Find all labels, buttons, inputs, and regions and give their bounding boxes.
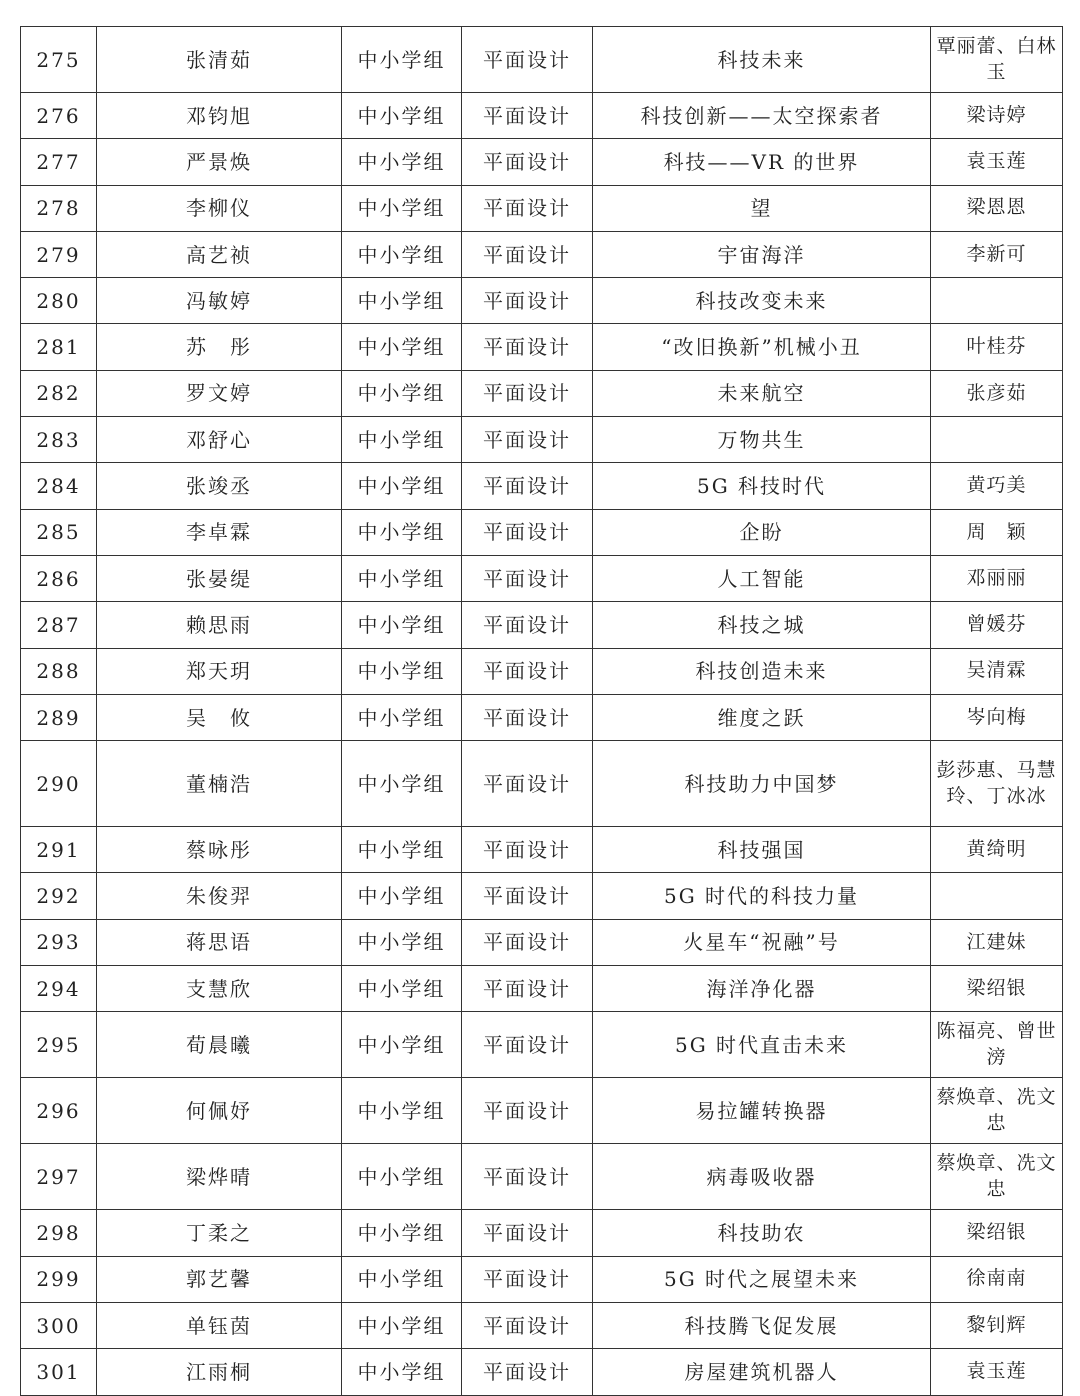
teacher-names [931, 873, 1063, 919]
table-row [21, 694, 1063, 740]
table-row [21, 370, 1063, 416]
teacher-names: 梁绍银 [931, 1210, 1063, 1256]
table-row [21, 873, 1063, 919]
group-name: 中小学组 [342, 139, 462, 185]
entry-number: 295 [21, 1012, 97, 1078]
work-title: 人工智能 [593, 555, 931, 601]
group-name: 中小学组 [342, 741, 462, 827]
category-name: 平面设计 [462, 139, 593, 185]
entry-number: 284 [21, 463, 97, 509]
table-row [21, 417, 1063, 463]
entry-number: 286 [21, 555, 97, 601]
group-name: 中小学组 [342, 278, 462, 324]
work-title: 科技之城 [593, 602, 931, 648]
work-title: 万物共生 [593, 417, 931, 463]
category-name: 平面设计 [462, 370, 593, 416]
category-name: 平面设计 [462, 555, 593, 601]
table-row [21, 966, 1063, 1012]
work-title: 维度之跃 [593, 694, 931, 740]
category-name: 平面设计 [462, 1012, 593, 1078]
teacher-names: 陈福亮、曾世滂 [931, 1012, 1063, 1078]
student-name: 支慧欣 [97, 966, 342, 1012]
teacher-names: 覃丽蕾、白林玉 [931, 27, 1063, 93]
entry-number: 275 [21, 27, 97, 93]
group-name: 中小学组 [342, 1349, 462, 1395]
teacher-names: 吴清霖 [931, 648, 1063, 694]
teacher-names: 黄绮明 [931, 827, 1063, 873]
entry-number: 281 [21, 324, 97, 370]
entry-number: 296 [21, 1078, 97, 1144]
table-row [21, 648, 1063, 694]
work-title: 海洋净化器 [593, 966, 931, 1012]
entry-number: 289 [21, 694, 97, 740]
student-name: 张竣丞 [97, 463, 342, 509]
category-name: 平面设计 [462, 827, 593, 873]
table-row [21, 1012, 1063, 1078]
entry-number: 277 [21, 139, 97, 185]
entry-number: 300 [21, 1302, 97, 1348]
group-name: 中小学组 [342, 827, 462, 873]
entry-number: 294 [21, 966, 97, 1012]
student-name: 张晏缇 [97, 555, 342, 601]
category-name: 平面设计 [462, 1349, 593, 1395]
student-name: 邓舒心 [97, 417, 342, 463]
table-row [21, 602, 1063, 648]
group-name: 中小学组 [342, 1078, 462, 1144]
category-name: 平面设计 [462, 93, 593, 139]
table-row [21, 231, 1063, 277]
work-title: 科技改变未来 [593, 278, 931, 324]
teacher-names: 李新可 [931, 231, 1063, 277]
group-name: 中小学组 [342, 1210, 462, 1256]
group-name: 中小学组 [342, 509, 462, 555]
entry-number: 288 [21, 648, 97, 694]
category-name: 平面设计 [462, 919, 593, 965]
group-name: 中小学组 [342, 93, 462, 139]
category-name: 平面设计 [462, 278, 593, 324]
category-name: 平面设计 [462, 1256, 593, 1302]
category-name: 平面设计 [462, 231, 593, 277]
table-row [21, 509, 1063, 555]
entry-number: 280 [21, 278, 97, 324]
teacher-names: 袁玉莲 [931, 1349, 1063, 1395]
table-row [21, 1302, 1063, 1348]
category-name: 平面设计 [462, 602, 593, 648]
work-title: 科技助农 [593, 1210, 931, 1256]
entry-number: 290 [21, 741, 97, 827]
student-name: 郑天玥 [97, 648, 342, 694]
student-name: 吴 攸 [97, 694, 342, 740]
table-row [21, 741, 1063, 827]
teacher-names: 黄巧美 [931, 463, 1063, 509]
work-title: 5G 时代的科技力量 [593, 873, 931, 919]
group-name: 中小学组 [342, 370, 462, 416]
work-title: 科技——VR 的世界 [593, 139, 931, 185]
entry-number: 285 [21, 509, 97, 555]
category-name: 平面设计 [462, 694, 593, 740]
work-title: 5G 时代直击未来 [593, 1012, 931, 1078]
category-name: 平面设计 [462, 509, 593, 555]
student-name: 董楠浩 [97, 741, 342, 827]
teacher-names: 袁玉莲 [931, 139, 1063, 185]
work-title: “改旧换新”机械小丑 [593, 324, 931, 370]
student-name: 何佩妤 [97, 1078, 342, 1144]
teacher-names: 彭莎惠、马慧玲、丁冰冰 [931, 741, 1063, 827]
entry-number: 298 [21, 1210, 97, 1256]
student-name: 罗文婷 [97, 370, 342, 416]
entry-number: 287 [21, 602, 97, 648]
student-name: 梁烨晴 [97, 1144, 342, 1210]
teacher-names [931, 278, 1063, 324]
group-name: 中小学组 [342, 602, 462, 648]
category-name: 平面设计 [462, 417, 593, 463]
teacher-names: 周 颖 [931, 509, 1063, 555]
table-row [21, 555, 1063, 601]
table-row [21, 185, 1063, 231]
work-title: 火星车“祝融”号 [593, 919, 931, 965]
category-name: 平面设计 [462, 741, 593, 827]
table-row [21, 27, 1063, 93]
entry-number: 283 [21, 417, 97, 463]
group-name: 中小学组 [342, 185, 462, 231]
group-name: 中小学组 [342, 1302, 462, 1348]
work-title: 房屋建筑机器人 [593, 1349, 931, 1395]
teacher-names: 邓丽丽 [931, 555, 1063, 601]
teacher-names: 岑向梅 [931, 694, 1063, 740]
category-name: 平面设计 [462, 648, 593, 694]
work-title: 望 [593, 185, 931, 231]
student-name: 江雨桐 [97, 1349, 342, 1395]
group-name: 中小学组 [342, 694, 462, 740]
group-name: 中小学组 [342, 1012, 462, 1078]
student-name: 高艺祯 [97, 231, 342, 277]
work-title: 科技助力中国梦 [593, 741, 931, 827]
group-name: 中小学组 [342, 417, 462, 463]
work-title: 病毒吸收器 [593, 1144, 931, 1210]
work-title: 科技未来 [593, 27, 931, 93]
category-name: 平面设计 [462, 966, 593, 1012]
table-row [21, 1210, 1063, 1256]
group-name: 中小学组 [342, 648, 462, 694]
teacher-names: 梁诗婷 [931, 93, 1063, 139]
category-name: 平面设计 [462, 1078, 593, 1144]
student-name: 赖思雨 [97, 602, 342, 648]
table-row [21, 139, 1063, 185]
table-row [21, 278, 1063, 324]
table-row [21, 1078, 1063, 1144]
awards-table [20, 26, 1063, 1396]
teacher-names: 黎钊辉 [931, 1302, 1063, 1348]
teacher-names: 蔡焕章、冼文忠 [931, 1078, 1063, 1144]
student-name: 朱俊羿 [97, 873, 342, 919]
work-title: 5G 科技时代 [593, 463, 931, 509]
category-name: 平面设计 [462, 185, 593, 231]
entry-number: 291 [21, 827, 97, 873]
category-name: 平面设计 [462, 1210, 593, 1256]
teacher-names: 叶桂芬 [931, 324, 1063, 370]
group-name: 中小学组 [342, 555, 462, 601]
work-title: 企盼 [593, 509, 931, 555]
student-name: 苏 彤 [97, 324, 342, 370]
entry-number: 282 [21, 370, 97, 416]
work-title: 科技强国 [593, 827, 931, 873]
work-title: 科技创新——太空探索者 [593, 93, 931, 139]
work-title: 易拉罐转换器 [593, 1078, 931, 1144]
table-row [21, 1349, 1063, 1395]
table-row [21, 919, 1063, 965]
entry-number: 276 [21, 93, 97, 139]
entry-number: 279 [21, 231, 97, 277]
work-title: 宇宙海洋 [593, 231, 931, 277]
student-name: 荀晨曦 [97, 1012, 342, 1078]
teacher-names: 江建妹 [931, 919, 1063, 965]
group-name: 中小学组 [342, 966, 462, 1012]
teacher-names: 张彦茹 [931, 370, 1063, 416]
group-name: 中小学组 [342, 873, 462, 919]
table-row [21, 827, 1063, 873]
table-row [21, 1144, 1063, 1210]
category-name: 平面设计 [462, 873, 593, 919]
group-name: 中小学组 [342, 1256, 462, 1302]
student-name: 冯敏婷 [97, 278, 342, 324]
group-name: 中小学组 [342, 231, 462, 277]
entry-number: 278 [21, 185, 97, 231]
student-name: 邓钧旭 [97, 93, 342, 139]
table-row [21, 1256, 1063, 1302]
work-title: 未来航空 [593, 370, 931, 416]
teacher-names: 徐南南 [931, 1256, 1063, 1302]
group-name: 中小学组 [342, 1144, 462, 1210]
entry-number: 293 [21, 919, 97, 965]
table-row [21, 463, 1063, 509]
table-row [21, 93, 1063, 139]
student-name: 郭艺馨 [97, 1256, 342, 1302]
work-title: 科技腾飞促发展 [593, 1302, 931, 1348]
category-name: 平面设计 [462, 324, 593, 370]
student-name: 丁柔之 [97, 1210, 342, 1256]
category-name: 平面设计 [462, 27, 593, 93]
student-name: 单钰茵 [97, 1302, 342, 1348]
category-name: 平面设计 [462, 463, 593, 509]
work-title: 5G 时代之展望未来 [593, 1256, 931, 1302]
teacher-names: 梁恩恩 [931, 185, 1063, 231]
student-name: 严景焕 [97, 139, 342, 185]
group-name: 中小学组 [342, 324, 462, 370]
teacher-names [931, 417, 1063, 463]
work-title: 科技创造未来 [593, 648, 931, 694]
teacher-names: 曾媛芬 [931, 602, 1063, 648]
category-name: 平面设计 [462, 1302, 593, 1348]
entry-number: 297 [21, 1144, 97, 1210]
group-name: 中小学组 [342, 463, 462, 509]
teacher-names: 梁绍银 [931, 966, 1063, 1012]
entry-number: 292 [21, 873, 97, 919]
student-name: 蒋思语 [97, 919, 342, 965]
group-name: 中小学组 [342, 919, 462, 965]
entry-number: 299 [21, 1256, 97, 1302]
teacher-names: 蔡焕章、冼文忠 [931, 1144, 1063, 1210]
entry-number: 301 [21, 1349, 97, 1395]
student-name: 张清茹 [97, 27, 342, 93]
student-name: 李柳仪 [97, 185, 342, 231]
group-name: 中小学组 [342, 27, 462, 93]
table-row [21, 324, 1063, 370]
student-name: 李卓霖 [97, 509, 342, 555]
category-name: 平面设计 [462, 1144, 593, 1210]
table-body [21, 27, 1063, 1396]
student-name: 蔡咏彤 [97, 827, 342, 873]
